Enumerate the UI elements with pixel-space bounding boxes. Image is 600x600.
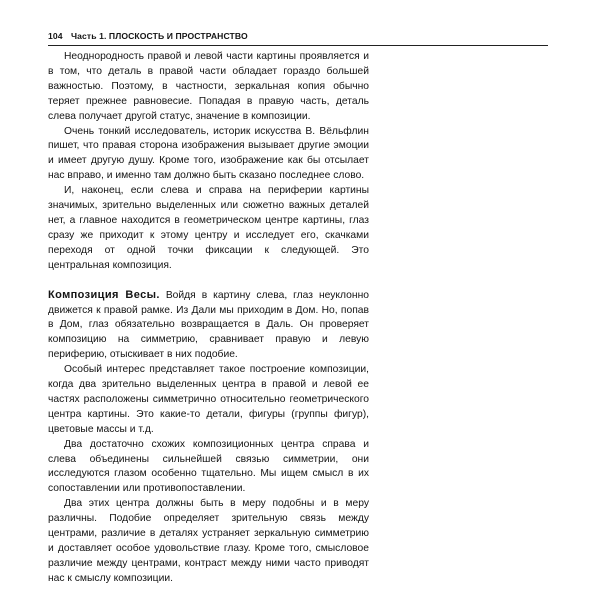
paragraph-2: Очень тонкий исследователь, историк искусства В. Вёльфлин пишет, что правая сторона изображения вызывает другие эмоции и имеет другую душу. Кроме того, изображение как бы отсылает нас вправо, и именно там должно быть сказано последнее слово. [48,125,369,182]
paragraph-4 [48,288,369,364]
paragraph-4-text: Войдя в картину слева, глаз неуклонно движется к правой рамке. Из Дали мы приходим в Дом. Но, попав в Дом, глаз обязательно возвращается в Даль. Он проверяет композицию на симметрию, сравнивает правую и левую периферию, отыскивает в них подобие. [48,289,369,361]
paragraph-1: Неоднородность правой и левой части картины проявляется и в том, что деталь в правой части обладает гораздо большей важностью. Поэтому, в частности, зеркальная копия обычно теряет прежнее равновесие. Попадая в правую часть, деталь слева получает другой статус, значение в композиции. [48,51,369,122]
paragraph-7: Два этих центра должны быть в меру подобны и в меру различны. Подобие определяет зрительную связь между центрами, различие в деталях устраняет зеркальную симметрию и доставляет особое удовольствие глазу. Кроме того, смысловое различие между центрами, контраст между ними часто приводят нас к смыслу композиции. [48,498,369,584]
running-header [48,31,548,46]
paragraph-5: Особый интерес представляет такое построение композиции, когда два зрительно выделенных центра в правой и левой ее частях расположены симметрично относительно геометрического центра картины. Это какие-то детали, фигуры (группы фигур), цветовые массы и т.д. [48,364,369,435]
page-body [48,50,369,587]
section-heading: Композиция Весы. [48,288,160,301]
paragraph-3: И, наконец, если слева и справа на периферии картины значимых, зрительно выделенных или сюжетно важных деталей нет, а главное находится в геометрическом центре картины, глаз сразу же приходит к этому центру и исследует его, скачками переходя от одной точки фиксации к следующей. Это центральная композиция. [48,185,369,271]
page-number: 104 [48,31,63,41]
paragraph-6: Два достаточно схожих композиционных центра справа и слева объединены сильнейшей связью симметрии, они исследуются глазом особенно тщательно. Мы ищем смысл в их сопоставлении или противопоставлении. [48,438,369,495]
running-title: Часть 1. ПЛОСКОСТЬ И ПРОСТРАНСТВО [71,31,248,41]
